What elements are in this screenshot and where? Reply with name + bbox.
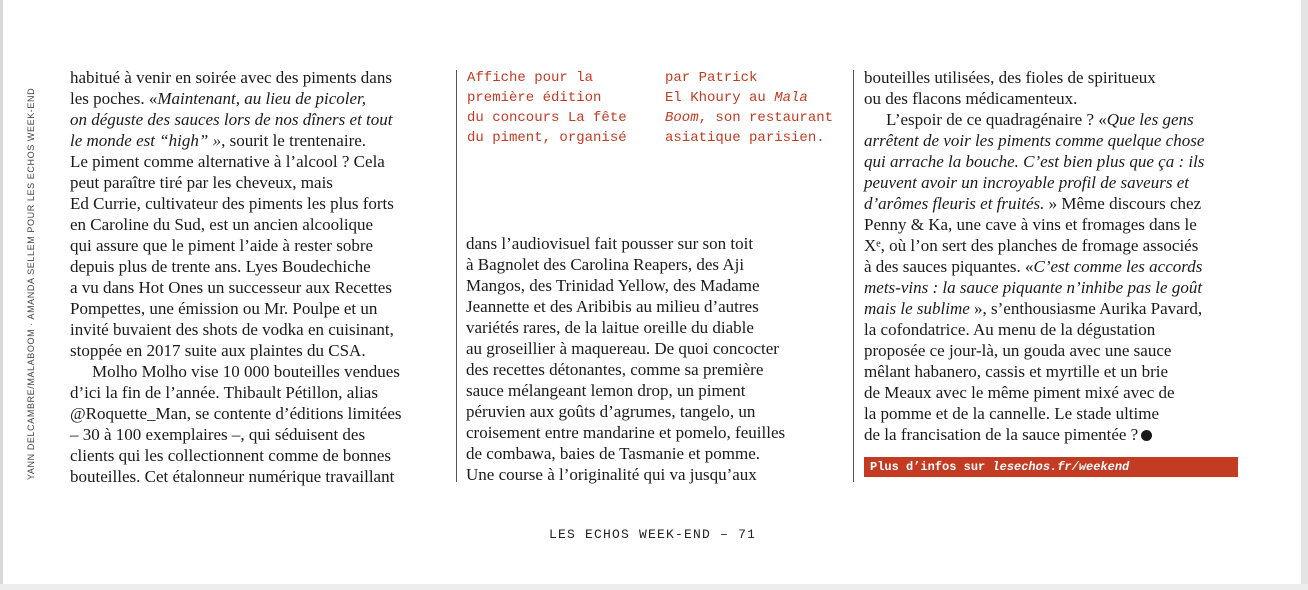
text-segment: – 30 à 100 exemplaires –, qui séduisent des xyxy=(70,425,366,444)
text-segment: d’ici la fin de l’année. Thibault Pétillon, alias xyxy=(70,383,378,402)
text-line xyxy=(70,109,448,130)
text-segment: Mangos, des Trinidad Yellow, des Madame xyxy=(466,276,760,295)
italic-quote-segment: C’est comme les accords xyxy=(1033,257,1203,276)
article-column-3 xyxy=(864,67,1244,445)
text-segment: les poches. « xyxy=(70,89,158,108)
italic-quote-segment: Maintenant, au lieu de picoler, xyxy=(157,89,367,108)
text-segment: habitué à venir en soirée avec des piments dans xyxy=(70,68,392,87)
text-segment: » Même discours chez xyxy=(1044,194,1202,213)
text-segment: L’espoir de ce quadragénaire ? « xyxy=(886,110,1107,129)
italic-quote-segment: Mala xyxy=(774,90,808,106)
text-line xyxy=(70,256,448,277)
text-line xyxy=(864,424,1244,445)
text-line xyxy=(70,130,448,151)
article-column-1 xyxy=(70,67,448,487)
text-segment: bouteilles. Cet étalonneur numérique travaillant xyxy=(70,467,395,486)
folio-separator: – xyxy=(720,527,730,542)
text-line xyxy=(70,88,448,109)
italic-quote-segment: on déguste des sauces lors de nos dîners et tout xyxy=(70,110,393,129)
text-line xyxy=(665,68,833,88)
text-line xyxy=(864,109,1244,130)
text-line xyxy=(70,403,448,424)
text-segment: variétés rares, de la laitue oreille du diable xyxy=(466,318,754,337)
text-segment: de combawa, baies de Tasmanie et pomme. xyxy=(466,444,761,463)
text-segment: bouteilles utilisées, des fioles de spiritueux xyxy=(864,68,1156,87)
page-folio xyxy=(549,527,756,542)
photo-caption-left xyxy=(467,68,627,148)
text-segment: à des sauces piquantes. « xyxy=(864,257,1034,276)
text-line xyxy=(864,67,1244,88)
text-line xyxy=(70,340,448,361)
italic-quote-segment: mais le sublime xyxy=(864,299,970,318)
italic-quote-segment: d’arômes fleuris et fruités. xyxy=(864,194,1045,213)
text-line xyxy=(70,193,448,214)
text-line xyxy=(70,235,448,256)
photo-credit: YANN DELCAMBRE/MALABOOM · AMANDA SELLEM POUR LES ECHOS WEEK-END xyxy=(26,87,36,480)
column-divider-1 xyxy=(456,70,457,482)
more-info-bar[interactable] xyxy=(864,457,1238,477)
text-line xyxy=(864,130,1244,151)
text-segment: par Patrick xyxy=(665,70,758,86)
text-line xyxy=(70,214,448,235)
text-segment: des recettes détonantes, comme sa première xyxy=(466,360,764,379)
text-line xyxy=(665,108,833,128)
italic-quote-segment: peuvent avoir un incroyable profil de saveurs et xyxy=(864,173,1189,192)
caption-line: Affiche pour la xyxy=(467,70,594,86)
text-segment: a vu dans Hot Ones un successeur aux Recettes xyxy=(70,278,392,297)
text-line xyxy=(70,277,448,298)
text-line xyxy=(864,403,1244,424)
text-line xyxy=(70,466,448,487)
text-line xyxy=(665,128,833,148)
text-segment: au groseillier à maquereau. De quoi concocter xyxy=(466,339,779,358)
more-info-link[interactable]: lesechos.fr/weekend xyxy=(992,460,1130,474)
italic-quote-segment: arrêtent de voir les piments comme quelque chose xyxy=(864,131,1205,150)
text-line xyxy=(466,422,846,443)
text-line xyxy=(70,67,448,88)
text-segment: ou des flacons médicamenteux. xyxy=(864,89,1078,108)
folio-page-number: 71 xyxy=(738,527,757,542)
text-segment: sauce mélangeant lemon drop, un piment xyxy=(466,381,746,400)
text-segment: clients qui les collectionnent comme de bonnes xyxy=(70,446,392,465)
text-line xyxy=(70,319,448,340)
text-segment: invité buvaient des shots de vodka en cuisinant, xyxy=(70,320,394,339)
text-segment: Une course à l’originalité qui va jusqu’aux xyxy=(466,465,757,484)
text-line xyxy=(70,424,448,445)
text-line xyxy=(864,298,1244,319)
text-line xyxy=(864,172,1244,193)
caption-line: du piment, organisé xyxy=(467,130,627,146)
text-segment: stoppée en 2017 suite aux plaintes du CSA. xyxy=(70,341,366,360)
page-edge-left xyxy=(0,0,3,590)
text-segment: », s’enthousiasme Aurika Pavard, xyxy=(969,299,1203,318)
folio-publication: LES ECHOS WEEK-END xyxy=(549,527,712,542)
text-line xyxy=(466,464,846,485)
text-line xyxy=(70,445,448,466)
text-line xyxy=(466,380,846,401)
text-segment: péruvien aux goûts d’agrumes, tangelo, un xyxy=(466,402,756,421)
text-segment: peut paraître tiré par les cheveux, mais xyxy=(70,173,333,192)
italic-quote-segment: mets-vins : la sauce piquante n’inhibe pas le goût xyxy=(864,278,1203,297)
text-line xyxy=(864,256,1244,277)
text-line xyxy=(466,401,846,422)
text-line xyxy=(466,233,846,254)
text-line xyxy=(70,298,448,319)
text-segment: mêlant habanero, cassis et myrtille et un brie xyxy=(864,362,1169,381)
text-segment: qui assure que le piment l’aide à rester sobre xyxy=(70,236,374,255)
text-segment: Jeannette et des Aribibis au milieu d’autres xyxy=(466,297,759,316)
text-line xyxy=(466,359,846,380)
text-line xyxy=(864,88,1244,109)
text-line xyxy=(864,382,1244,403)
caption-line: du concours La fête xyxy=(467,110,627,126)
text-line xyxy=(864,340,1244,361)
text-segment: croisement entre mandarine et pomelo, feuilles xyxy=(466,423,786,442)
text-line xyxy=(466,275,846,296)
column-divider-2 xyxy=(853,70,854,482)
text-line xyxy=(70,151,448,172)
text-line xyxy=(864,214,1244,235)
text-segment: proposée ce jour-là, un gouda avec une sauce xyxy=(864,341,1172,360)
text-line xyxy=(70,382,448,403)
more-info-prefix: Plus d’infos sur xyxy=(870,460,993,474)
text-line xyxy=(70,361,448,382)
text-segment: , son restaurant xyxy=(698,110,834,126)
text-segment: Ed Currie, cultivateur des piments les plus forts xyxy=(70,194,394,213)
italic-quote-segment: Que les gens xyxy=(1106,110,1194,129)
italic-quote-segment: le monde est “high” » xyxy=(70,131,222,150)
text-segment: en Caroline du Sud, est un ancien alcoolique xyxy=(70,215,374,234)
italic-quote-segment: Boom xyxy=(665,110,699,126)
text-segment: El Khoury au xyxy=(665,90,775,106)
text-segment: Xᵉ, où l’on sert des planches de fromage associés xyxy=(864,236,1199,255)
photo-caption-right xyxy=(665,68,833,148)
text-line xyxy=(864,235,1244,256)
text-line xyxy=(70,172,448,193)
text-segment: depuis plus de trente ans. Lyes Boudechiche xyxy=(70,257,371,276)
text-segment: la cofondatrice. Au menu de la dégustation xyxy=(864,320,1156,339)
text-segment: dans l’audiovisuel fait pousser sur son toit xyxy=(466,234,754,253)
text-line xyxy=(466,338,846,359)
text-line xyxy=(466,317,846,338)
text-line xyxy=(864,151,1244,172)
text-line xyxy=(864,319,1244,340)
text-segment: Penny & Ka, une cave à vins et fromages dans le xyxy=(864,215,1197,234)
text-segment: Molho Molho vise 10 000 bouteilles vendues xyxy=(92,362,400,381)
text-segment: à Bagnolet des Carolina Reapers, des Aji xyxy=(466,255,745,274)
text-segment: de la francisation de la sauce pimentée ? xyxy=(864,425,1139,444)
text-line xyxy=(466,296,846,317)
article-column-2 xyxy=(466,233,846,485)
text-segment: asiatique parisien. xyxy=(665,130,825,146)
text-segment: de Meaux avec le même piment mixé avec de xyxy=(864,383,1175,402)
page-edge-right xyxy=(1301,0,1308,590)
caption-line: première édition xyxy=(467,90,602,106)
text-segment: Le piment comme alternative à l’alcool ? Cela xyxy=(70,152,385,171)
text-line xyxy=(864,193,1244,214)
text-line xyxy=(466,254,846,275)
text-line xyxy=(665,88,833,108)
text-line xyxy=(466,443,846,464)
italic-quote-segment: qui arrache la bouche. C’est bien plus que ça : ils xyxy=(864,152,1205,171)
text-segment: la pomme et de la cannelle. Le stade ultime xyxy=(864,404,1160,423)
text-segment: @Roquette_Man, se contente d’éditions limitées xyxy=(70,404,402,423)
end-of-article-bullet-icon xyxy=(1141,430,1152,441)
text-line xyxy=(864,277,1244,298)
text-segment: , sourit le trentenaire. xyxy=(221,131,367,150)
text-segment: Pompettes, une émission ou Mr. Poulpe et un xyxy=(70,299,378,318)
page-edge-bottom xyxy=(0,584,1308,590)
text-line xyxy=(864,361,1244,382)
